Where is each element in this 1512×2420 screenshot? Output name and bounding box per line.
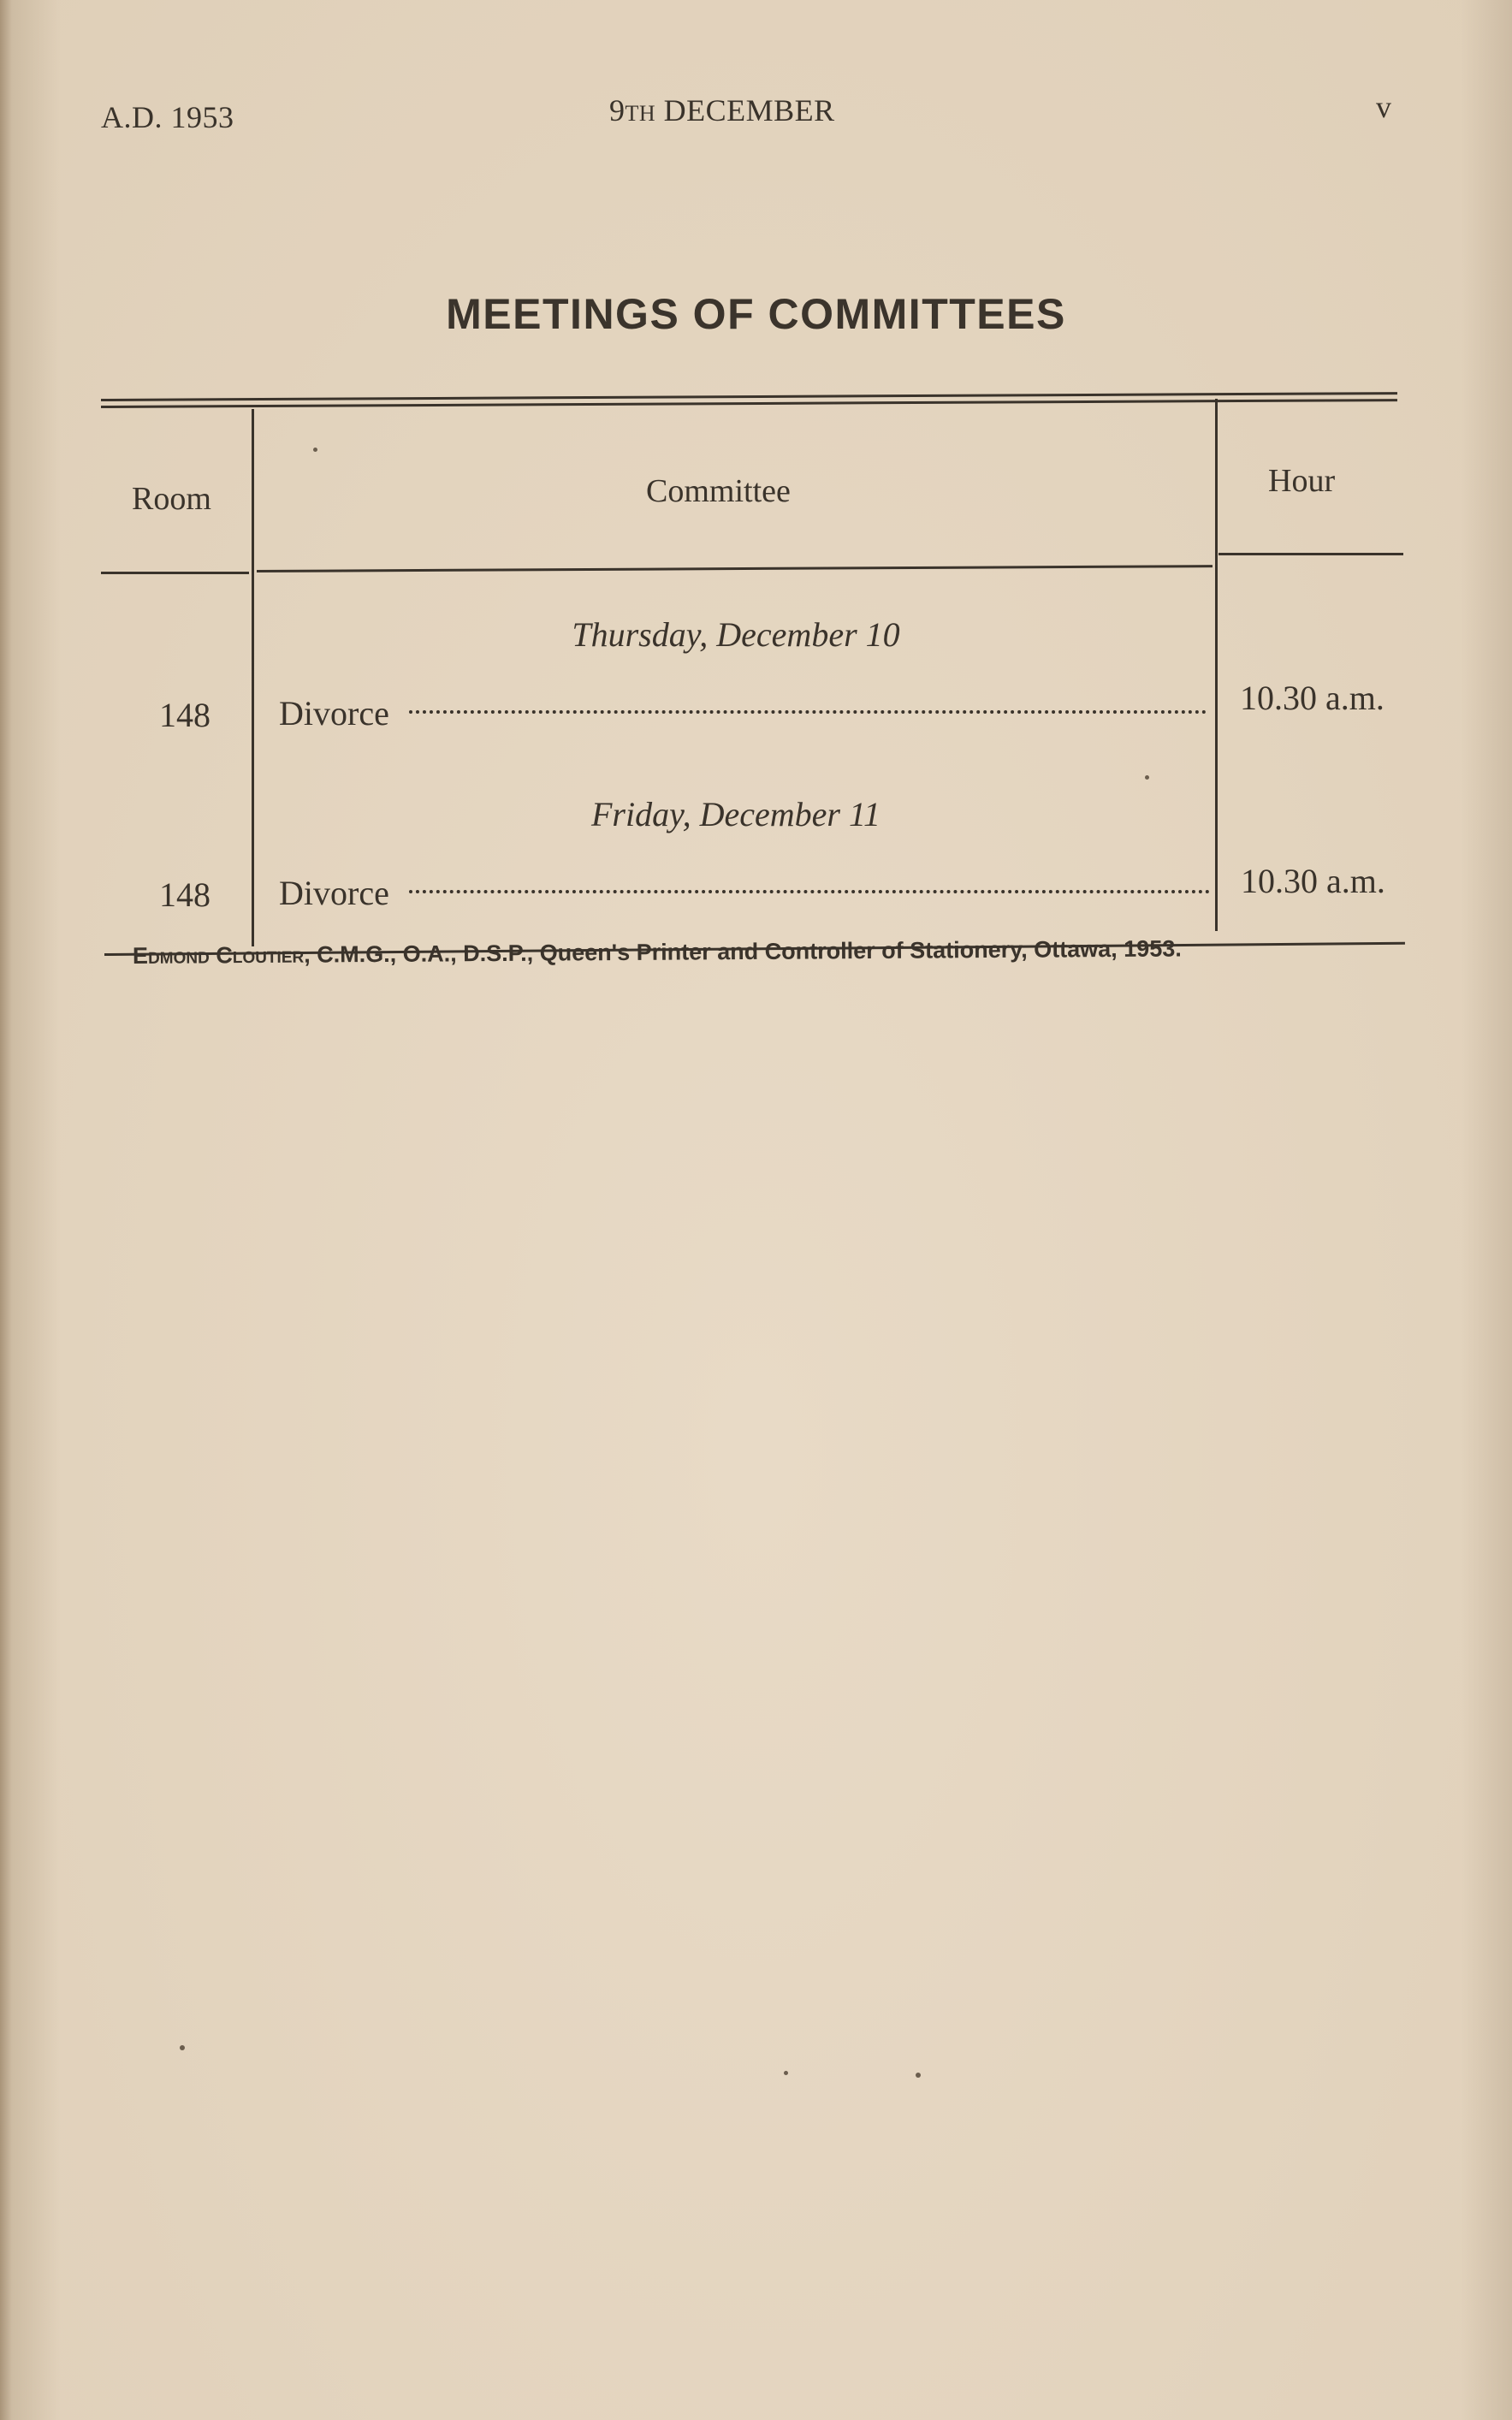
column-header-committee: Committee — [646, 473, 791, 509]
paper-speck — [1145, 775, 1149, 780]
dot-leader — [409, 710, 1207, 714]
paper-speck — [180, 2045, 185, 2050]
header-year: A.D. 1953 — [101, 100, 234, 134]
table-right-divider — [1215, 399, 1218, 931]
column-header-room: Room — [132, 481, 211, 517]
paper-speck — [784, 2071, 788, 2075]
paper-speck — [916, 2073, 921, 2078]
hour-cell: 10.30 a.m. — [1241, 862, 1385, 900]
header-underline-room — [101, 572, 249, 574]
room-cell: 148 — [159, 875, 210, 914]
header-date-num: 9 — [609, 93, 626, 128]
committee-cell: Divorce — [279, 874, 389, 912]
header-date-suffix: TH — [625, 101, 656, 126]
hour-cell: 10.30 a.m. — [1240, 679, 1385, 717]
paper-speck — [313, 448, 317, 452]
header-underline-committee — [257, 565, 1213, 572]
page-title: MEETINGS OF COMMITTEES — [446, 290, 1066, 338]
day-label-friday: Friday, December 11 — [590, 795, 881, 833]
room-cell: 148 — [159, 696, 210, 734]
day-label-thursday: Thursday, December 10 — [572, 615, 900, 654]
dot-leader — [409, 890, 1210, 893]
printer-details: , C.M.G., O.A., D.S.P., Queen's Printer and Controller of Stationery, Ottawa, 1953. — [304, 935, 1182, 968]
column-header-hour: Hour — [1268, 463, 1336, 499]
printer-name: Edmond Cloutier — [132, 941, 305, 969]
header-date-month: DECEMBER — [663, 93, 835, 128]
header-page-number: v — [1376, 90, 1392, 124]
header-date — [609, 92, 835, 128]
table-left-divider — [252, 409, 254, 946]
committee-cell: Divorce — [279, 694, 389, 733]
header-underline-hour — [1218, 553, 1403, 555]
printer-imprint — [133, 935, 1182, 970]
